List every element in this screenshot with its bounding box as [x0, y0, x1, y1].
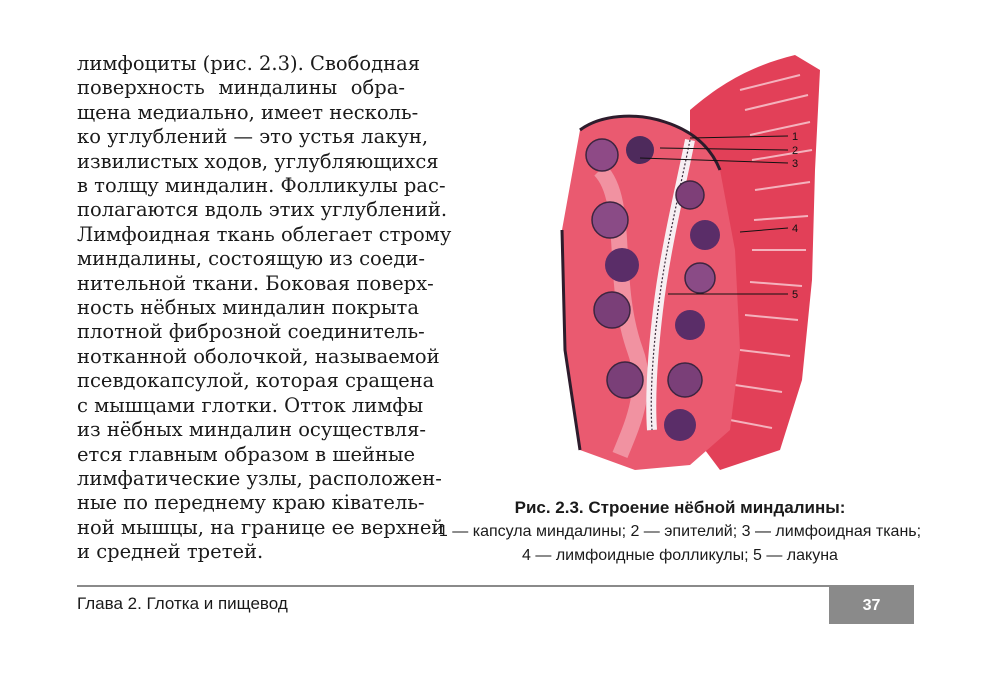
body-line: извилистых ходов, углубляющихся — [77, 149, 439, 173]
body-line: ется главным образом в шейные — [77, 442, 416, 466]
callout-4: 4 — [792, 223, 799, 235]
callout-1: 1 — [792, 131, 799, 143]
callout-3: 3 — [792, 158, 799, 170]
body-line: ность нёбных миндалин покрыта — [77, 296, 419, 320]
caption-legend-line: 4 — лимфоидные фолликулы; 5 — лакуна — [522, 547, 838, 564]
caption-legend-line: 1 — капсула миндалины; 2 — эпителий; 3 — лимфоидная ткань; — [438, 523, 922, 540]
running-footer-chapter: Глава 2. Глотка и пищевод — [77, 594, 288, 613]
body-line: с мышцами глотки. Отток лимфы — [77, 393, 424, 417]
body-paragraph — [77, 52, 452, 565]
footer-rule — [77, 585, 914, 587]
body-line: и средней третей. — [77, 540, 264, 564]
body-line: нотканной оболочкой, называемой — [77, 344, 440, 368]
body-line: Лимфоидная ткань облегает строму — [77, 222, 452, 246]
body-line: лимфоциты (рис. 2.3). Свободная — [77, 52, 421, 75]
body-line: миндалины, состоящую из соеди- — [77, 247, 425, 271]
body-line: полагаются вдоль этих углублений. — [77, 198, 448, 222]
body-line: ные по переднему краю ківатель- — [77, 491, 425, 515]
callout-2: 2 — [792, 145, 799, 157]
body-line: поверхность миндалины обра- — [77, 76, 405, 100]
body-line: ко углублений — это устья лакун, — [77, 125, 429, 149]
body-line: из нёбных миндалин осуществля- — [77, 418, 426, 442]
body-line: лимфатические узлы, расположен- — [77, 466, 442, 490]
caption-title: Рис. 2.3. Строение нёбной миндалины: — [514, 498, 846, 517]
tonsil-illustration — [540, 50, 830, 475]
tonsil-histology-figure — [540, 50, 830, 475]
page-number: 37 — [862, 596, 881, 614]
body-line: нительной ткани. Боковая поверх- — [77, 271, 434, 295]
body-line: в толщу миндалин. Фолликулы рас- — [77, 174, 446, 198]
body-line: плотной фиброзной соединитель- — [77, 320, 425, 344]
body-line: ной мышцы, на границе ее верхней — [77, 515, 445, 539]
callout-5: 5 — [792, 289, 799, 301]
body-line: псевдокапсулой, которая сращена — [77, 369, 435, 393]
figure-caption — [430, 496, 930, 568]
page-number-box — [829, 587, 914, 624]
body-line: щена медиально, имеет несколь- — [77, 100, 419, 124]
